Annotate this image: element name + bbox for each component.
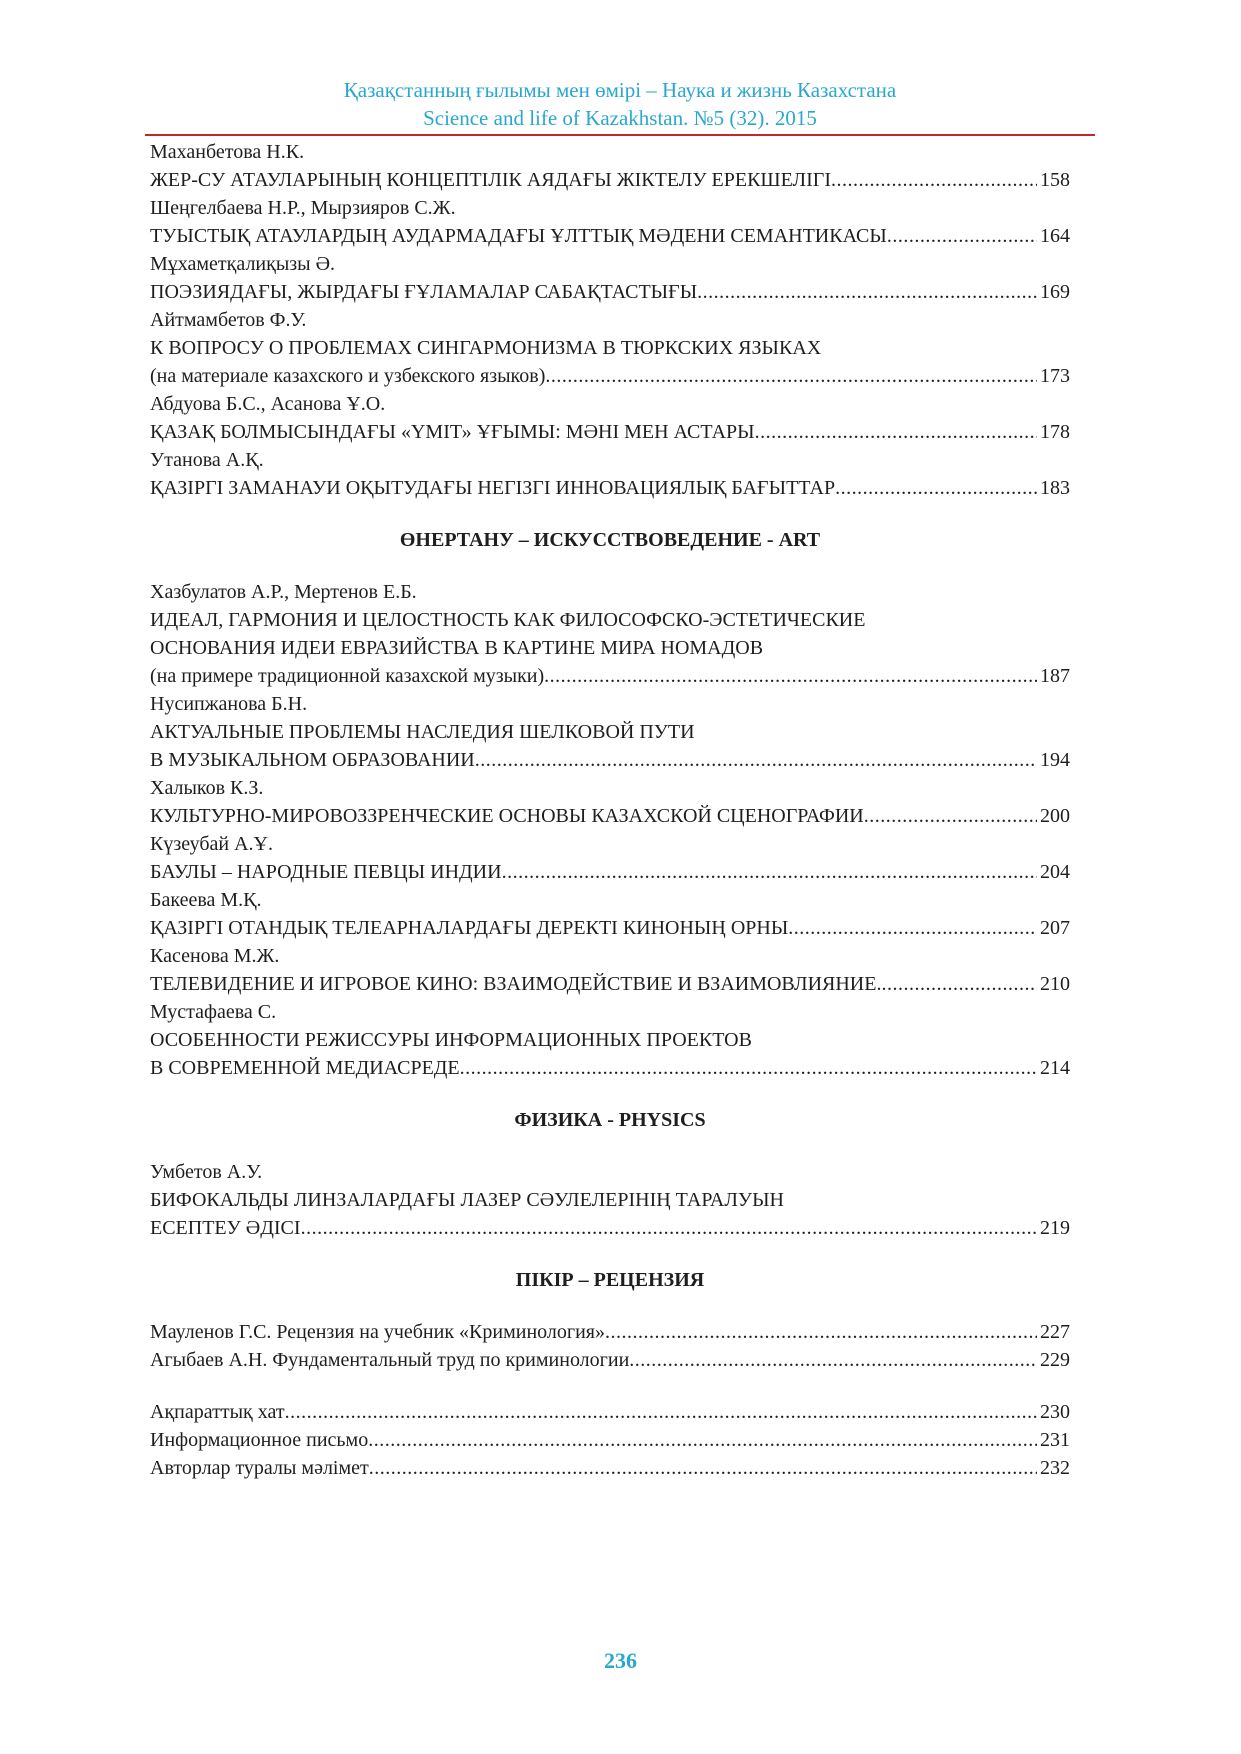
toc-title-row bbox=[150, 1054, 1070, 1082]
dot-leader bbox=[629, 1346, 1037, 1374]
toc-author: Мұхаметқалиқызы Ә. bbox=[150, 253, 336, 275]
toc-title-row bbox=[150, 362, 1070, 390]
toc-author: Шеңгелбаева Н.Р., Мырзияров С.Ж. bbox=[150, 197, 456, 219]
toc-entry bbox=[150, 306, 1070, 390]
toc-title-row bbox=[150, 970, 1070, 998]
toc-author: Маханбетова Н.К. bbox=[150, 141, 305, 163]
toc-page: 158 bbox=[1040, 169, 1070, 191]
dot-leader bbox=[475, 746, 1037, 774]
toc-title: В СОВРЕМЕННОЙ МЕДИАСРЕДЕ bbox=[150, 1057, 460, 1079]
dot-leader bbox=[697, 278, 1037, 306]
toc-page: 227 bbox=[1040, 1321, 1070, 1343]
toc-page: 219 bbox=[1040, 1217, 1070, 1239]
header-divider bbox=[145, 134, 1095, 136]
toc-author: Күзеубай А.Ұ. bbox=[150, 833, 273, 855]
dot-leader bbox=[864, 802, 1037, 830]
dot-leader bbox=[831, 166, 1037, 194]
toc-title-row bbox=[150, 858, 1070, 886]
toc-author: Умбетов А.У. bbox=[150, 1161, 263, 1183]
dot-leader bbox=[301, 1214, 1037, 1242]
toc-page: 230 bbox=[1040, 1401, 1070, 1423]
toc-group-review bbox=[150, 1318, 1070, 1374]
toc-author: Хазбулатов А.Р., Мертенов Е.Б. bbox=[150, 581, 417, 603]
toc-title: ТУЫСТЫҚ АТАУЛАРДЫҢ АУДАРМАДАҒЫ ҰЛТТЫҚ МӘДЕНИ СЕМАНТИКАСЫ bbox=[150, 225, 887, 247]
toc-title: ҚАЗІРГІ ОТАНДЫҚ ТЕЛЕАРНАЛАРДАҒЫ ДЕРЕКТІ КИНОНЫҢ ОРНЫ bbox=[150, 917, 789, 939]
toc-entry bbox=[150, 578, 1070, 690]
toc-entry bbox=[150, 1346, 1070, 1374]
dot-leader bbox=[605, 1318, 1037, 1346]
toc-entry bbox=[150, 250, 1070, 306]
toc-page: 214 bbox=[1040, 1057, 1070, 1079]
toc-title-row bbox=[150, 166, 1070, 194]
toc-entry bbox=[150, 194, 1070, 250]
toc-title-line: ОСНОВАНИЯ ИДЕИ ЕВРАЗИЙСТВА В КАРТИНЕ МИРА НОМАДОВ bbox=[150, 637, 764, 659]
toc-title: ЕСЕПТЕУ ӘДІСІ bbox=[150, 1217, 301, 1239]
section-heading-physics: ФИЗИКА - PHYSICS bbox=[514, 1109, 706, 1131]
journal-header bbox=[140, 76, 1100, 132]
toc-title: В МУЗЫКАЛЬНОМ ОБРАЗОВАНИИ bbox=[150, 749, 475, 771]
toc-group-physics bbox=[150, 1158, 1070, 1242]
toc-page: 210 bbox=[1040, 973, 1070, 995]
toc-entry bbox=[150, 942, 1070, 998]
toc-group-info bbox=[150, 1398, 1070, 1482]
dot-leader bbox=[887, 222, 1037, 250]
toc-page: 200 bbox=[1040, 805, 1070, 827]
toc-title-row bbox=[150, 662, 1070, 690]
toc-page: 183 bbox=[1040, 477, 1070, 499]
toc-title: КУЛЬТУРНО-МИРОВОЗЗРЕНЧЕСКИЕ ОСНОВЫ КАЗАХСКОЙ СЦЕНОГРАФИИ bbox=[150, 805, 864, 827]
toc-title: ТЕЛЕВИДЕНИЕ И ИГРОВОЕ КИНО: ВЗАИМОДЕЙСТВИЕ И ВЗАИМОВЛИЯНИЕ. bbox=[150, 973, 882, 995]
page-number: 236 bbox=[604, 1648, 637, 1673]
toc-page: 194 bbox=[1040, 749, 1070, 771]
toc-title-row bbox=[150, 1214, 1070, 1242]
header-line-1: Қазақстанның ғылымы мен өмірі – Наука и жизнь Казахстана bbox=[343, 78, 897, 102]
toc-title-row bbox=[150, 222, 1070, 250]
toc-title: (на материале казахского и узбекского языков) bbox=[150, 365, 546, 387]
toc-page: 173 bbox=[1040, 365, 1070, 387]
toc-page: 207 bbox=[1040, 917, 1070, 939]
toc-author: Мустафаева С. bbox=[150, 1001, 277, 1023]
toc-page: 187 bbox=[1040, 665, 1070, 687]
toc-title: Агыбаев А.Н. Фундаментальный труд по криминологии bbox=[150, 1349, 630, 1371]
toc-page: 231 bbox=[1040, 1429, 1070, 1451]
toc-title: ҚАЗІРГІ ЗАМАНАУИ ОҚЫТУДАҒЫ НЕГІЗГІ ИННОВАЦИЯЛЫҚ БАҒЫТТАР bbox=[150, 477, 836, 499]
toc-entry bbox=[150, 1158, 1070, 1242]
toc-title-line: К ВОПРОСУ О ПРОБЛЕМАХ СИНГАРМОНИЗМА В ТЮРКСКИХ ЯЗЫКАХ bbox=[150, 337, 822, 359]
toc-entry bbox=[150, 1398, 1070, 1426]
dot-leader bbox=[835, 474, 1037, 502]
toc-page: 164 bbox=[1040, 225, 1070, 247]
toc-entry bbox=[150, 138, 1070, 194]
dot-leader bbox=[502, 858, 1037, 886]
toc-title-row bbox=[150, 914, 1070, 942]
toc-title-line: БИФОКАЛЬДЫ ЛИНЗАЛАРДАҒЫ ЛАЗЕР СӘУЛЕЛЕРІНІҢ ТАРАЛУЫН bbox=[150, 1189, 784, 1211]
toc-title: (на примере традиционной казахской музыки) bbox=[150, 665, 545, 687]
toc-entry bbox=[150, 886, 1070, 942]
dot-leader bbox=[881, 970, 1037, 998]
toc-entry bbox=[150, 998, 1070, 1082]
dot-leader bbox=[755, 418, 1037, 446]
toc-title: ПОЭЗИЯДАҒЫ, ЖЫРДАҒЫ ҒҰЛАМАЛАР САБАҚТАСТЫҒЫ bbox=[150, 281, 698, 303]
dot-leader bbox=[368, 1426, 1037, 1454]
toc-author: Абдуова Б.С., Асанова Ұ.О. bbox=[150, 393, 386, 415]
toc-entry bbox=[150, 774, 1070, 830]
toc-author: Утанова А.Қ. bbox=[150, 449, 264, 471]
toc-entry bbox=[150, 1454, 1070, 1482]
toc-title: Информационное письмо bbox=[150, 1429, 369, 1451]
header-line-2: Science and life of Kazakhstan. №5 (32). 2015 bbox=[423, 106, 817, 130]
table-of-contents bbox=[150, 138, 1070, 1482]
dot-leader bbox=[369, 1454, 1037, 1482]
toc-entry bbox=[150, 1318, 1070, 1346]
toc-title: ҚАЗАҚ БОЛМЫСЫНДАҒЫ «ҮМІТ» ҰҒЫМЫ: МӘНІ МЕН АСТАРЫ bbox=[150, 421, 755, 443]
toc-title: ЖЕР-СУ АТАУЛАРЫНЫҢ КОНЦЕПТІЛІК АЯДАҒЫ ЖІКТЕЛУ ЕРЕКШЕЛІГІ bbox=[150, 169, 831, 191]
dot-leader bbox=[788, 914, 1037, 942]
toc-group-linguistics bbox=[150, 138, 1070, 502]
toc-title-row bbox=[150, 746, 1070, 774]
toc-title: Мауленов Г.С. Рецензия на учебник «Криминология» bbox=[150, 1321, 605, 1343]
section-heading-art: ӨНЕРТАНУ – ИСКУССТВОВЕДЕНИЕ - ART bbox=[399, 529, 821, 551]
section-heading-review: ПІКІР – РЕЦЕНЗИЯ bbox=[515, 1269, 705, 1291]
dot-leader bbox=[460, 1054, 1037, 1082]
toc-title-line: ИДЕАЛ, ГАРМОНИЯ И ЦЕЛОСТНОСТЬ КАК ФИЛОСОФСКО-ЭСТЕТИЧЕСКИЕ bbox=[150, 609, 866, 631]
toc-entry bbox=[150, 690, 1070, 774]
toc-page: 169 bbox=[1040, 281, 1070, 303]
toc-title: БАУЛЫ – НАРОДНЫЕ ПЕВЦЫ ИНДИИ bbox=[150, 861, 502, 883]
toc-title: Ақпараттық хат bbox=[150, 1401, 285, 1423]
toc-author: Нусипжанова Б.Н. bbox=[150, 693, 308, 715]
toc-title-row bbox=[150, 418, 1070, 446]
dot-leader bbox=[285, 1398, 1037, 1426]
toc-title-line: АКТУАЛЬНЫЕ ПРОБЛЕМЫ НАСЛЕДИЯ ШЕЛКОВОЙ ПУТИ bbox=[150, 721, 695, 743]
dot-leader bbox=[544, 662, 1037, 690]
toc-title-row bbox=[150, 278, 1070, 306]
toc-title-row bbox=[150, 474, 1070, 502]
toc-page: 178 bbox=[1040, 421, 1070, 443]
toc-entry bbox=[150, 830, 1070, 886]
toc-title: Авторлар туралы мәлімет bbox=[150, 1457, 369, 1479]
toc-page: 232 bbox=[1040, 1457, 1070, 1479]
toc-title-line: ОСОБЕННОСТИ РЕЖИССУРЫ ИНФОРМАЦИОННЫХ ПРОЕКТОВ bbox=[150, 1029, 752, 1051]
toc-author: Халыков К.З. bbox=[150, 777, 264, 799]
toc-entry bbox=[150, 390, 1070, 446]
dot-leader bbox=[545, 362, 1037, 390]
toc-author: Бакеева М.Қ. bbox=[150, 889, 262, 911]
toc-page: 204 bbox=[1040, 861, 1070, 883]
toc-title-row bbox=[150, 802, 1070, 830]
toc-group-art bbox=[150, 578, 1070, 1082]
toc-entry bbox=[150, 1426, 1070, 1454]
toc-author: Касенова М.Ж. bbox=[150, 945, 280, 967]
toc-entry bbox=[150, 446, 1070, 502]
toc-author: Айтмамбетов Ф.У. bbox=[150, 309, 307, 331]
toc-page: 229 bbox=[1040, 1349, 1070, 1371]
